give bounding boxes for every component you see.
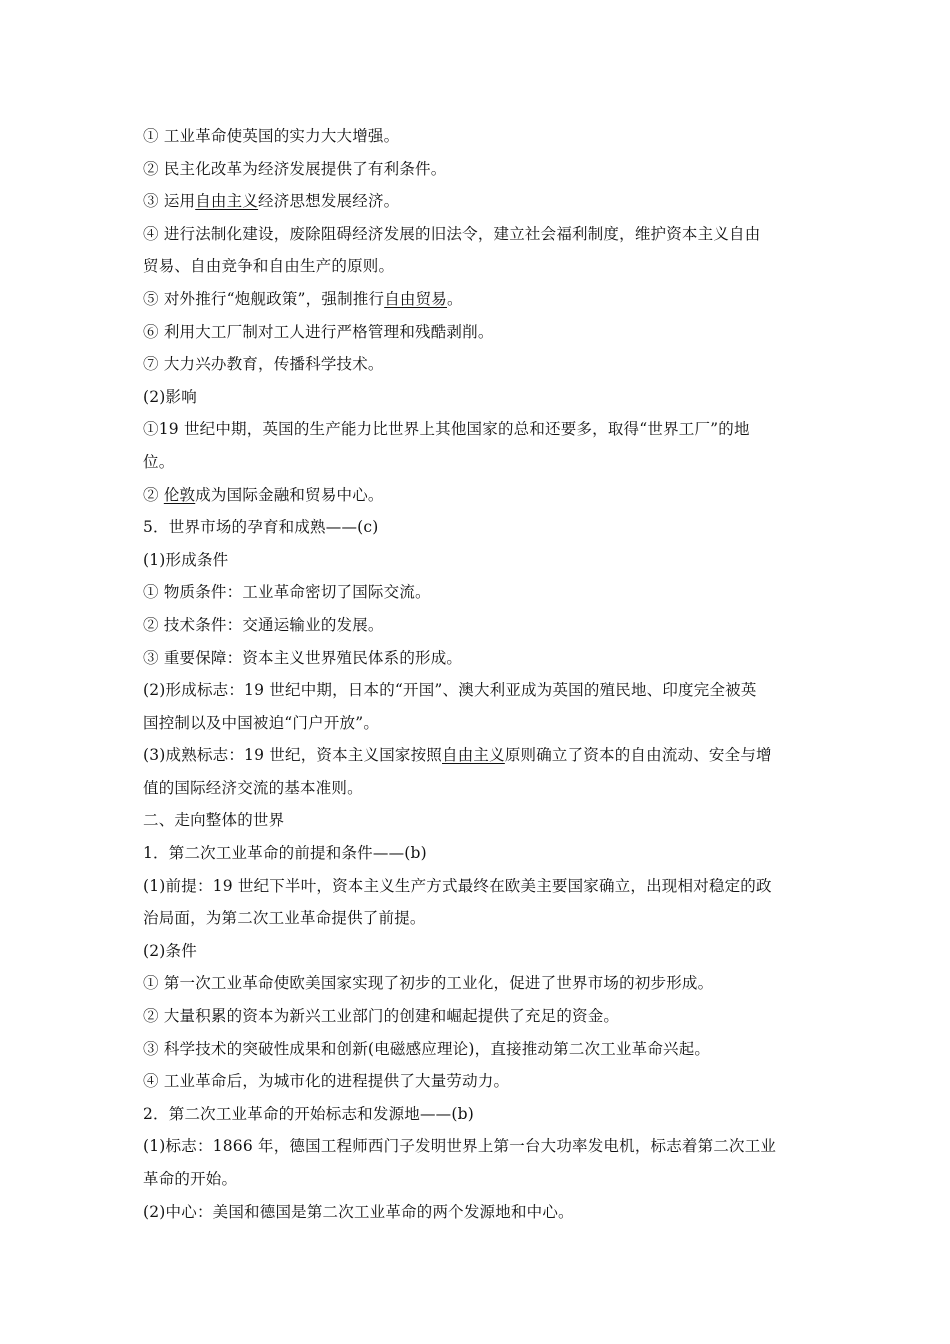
text-line [143,153,813,186]
text-line [143,837,813,870]
text-segment: (2)中心：美国和德国是第二次工业革命的两个发源地和中心。 [143,1202,574,1221]
text-segment: ⑤ 对外推行“炮舰政策”，强制推行 [143,289,385,308]
text-segment: ② [143,485,164,504]
text-segment: ④ 工业革命后，为城市化的进程提供了大量劳动力。 [143,1072,510,1091]
text-segment: ③ 运用 [143,192,196,211]
text-line [143,967,813,1000]
text-line [143,772,813,805]
text-segment: ① 第一次工业革命使欧美国家实现了初步的工业化，促进了世界市场的初步形成。 [143,974,714,993]
text-line [143,381,813,414]
text-segment: (2)条件 [143,941,197,960]
text-segment: 位。 [143,452,175,471]
text-line [143,1065,813,1098]
text-line [143,479,813,512]
text-line [143,446,813,479]
text-line [143,1163,813,1196]
text-segment: 经济思想发展经济。 [258,192,400,211]
text-line [143,218,813,251]
text-segment: 贸易、自由竞争和自由生产的原则。 [143,257,395,276]
text-segment: ② 民主化改革为经济发展提供了有利条件。 [143,159,447,178]
text-segment: (1)形成条件 [143,550,229,569]
text-segment: ③ 重要保障：资本主义世界殖民体系的形成。 [143,648,463,667]
text-segment: 二、走向整体的世界 [143,811,285,830]
text-segment: ④ 进行法制化建设，废除阻碍经济发展的旧法令，建立社会福利制度，维护资本主义自由 [143,224,761,243]
text-segment: 值的国际经济交流的基本准则。 [143,778,363,797]
text-line [143,902,813,935]
text-line [143,707,813,740]
text-line [143,674,813,707]
underlined-term: 自由贸易 [384,289,447,308]
text-line [143,1000,813,1033]
text-line [143,576,813,609]
text-line [143,1033,813,1066]
text-segment: (1)标志：1866 年，德国工程师西门子发明世界上第一台大功率发电机，标志着第二次工业 [143,1137,777,1156]
text-segment: 原则确立了资本的自由流动、安全与增 [504,746,772,765]
text-segment: ② 大量积累的资本为新兴工业部门的创建和崛起提供了充足的资金。 [143,1007,620,1026]
text-segment: ③ 科学技术的突破性成果和创新(电磁感应理论)，直接推动第二次工业革命兴起。 [143,1039,711,1058]
text-line [143,544,813,577]
text-line [143,511,813,544]
text-line [143,413,813,446]
text-line [143,1098,813,1131]
text-segment: ①19 世纪中期，英国的生产能力比世界上其他国家的总和还要多，取得“世界工厂”的地 [143,420,750,439]
text-segment: ① 工业革命使英国的实力大大增强。 [143,127,400,145]
text-segment: (2)形成标志：19 世纪中期，日本的“开国”、澳大利亚成为英国的殖民地、印度完全被英 [143,681,757,700]
text-segment: 2．第二次工业革命的开始标志和发源地——(b) [143,1104,474,1123]
text-segment: (2)影响 [143,387,197,406]
text-line [143,316,813,349]
text-segment: 治局面，为第二次工业革命提供了前提。 [143,909,426,928]
text-segment: 1．第二次工业革命的前提和条件——(b) [143,844,427,863]
text-segment: 革命的开始。 [143,1170,238,1188]
underlined-term: 自由主义 [442,746,505,765]
text-segment: 国控制以及中国被迫“门户开放”。 [143,713,380,732]
text-segment: 成为国际金融和贸易中心。 [195,485,384,504]
text-line [143,348,813,381]
text-line [143,283,813,316]
text-line [143,609,813,642]
text-line [143,739,813,772]
text-segment: (1)前提：19 世纪下半叶，资本主义生产方式最终在欧美主要国家确立，出现相对稳定的政 [143,876,772,895]
text-line [143,185,813,218]
text-segment: ⑦ 大力兴办教育，传播科学技术。 [143,355,384,374]
text-segment: (3)成熟标志：19 世纪，资本主义国家按照 [143,746,443,765]
text-line [143,804,813,837]
text-line [143,935,813,968]
text-segment: ② 技术条件：交通运输业的发展。 [143,615,384,634]
text-line [143,250,813,283]
underlined-term: 自由主义 [195,192,259,211]
text-line [143,1130,813,1163]
text-line [143,1196,813,1229]
text-segment: 5．世界市场的孕育和成熟——(c) [143,518,379,537]
text-segment: ① 物质条件：工业革命密切了国际交流。 [143,583,431,602]
text-line [143,870,813,903]
document-body [143,120,813,1228]
text-segment: ⑥ 利用大工厂制对工人进行严格管理和残酷剥削。 [143,322,494,341]
text-line [143,642,813,675]
text-line [143,120,813,153]
text-segment: 。 [447,289,463,308]
underlined-term: 伦敦 [163,485,196,504]
